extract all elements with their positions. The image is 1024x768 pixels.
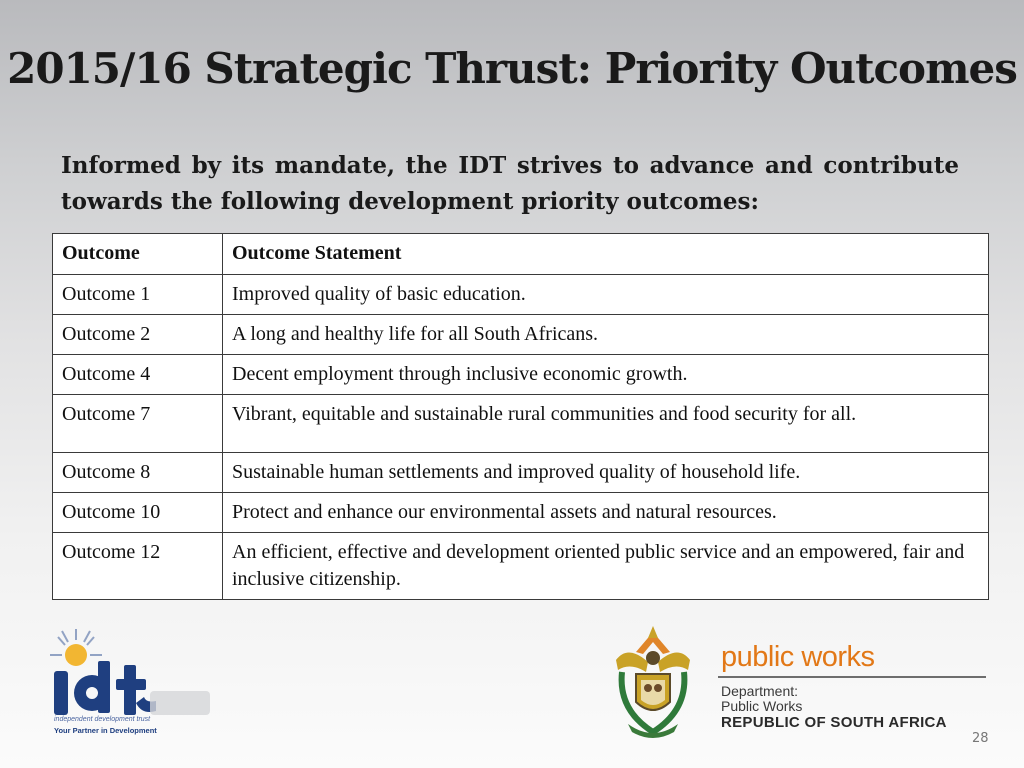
table-row xyxy=(53,395,989,453)
outcome-cell: Outcome 8 xyxy=(53,453,223,493)
header-outcome: Outcome xyxy=(53,234,223,275)
outcome-cell: Outcome 12 xyxy=(53,533,223,600)
table-row xyxy=(53,533,989,600)
svg-text:independent development trust: independent development trust xyxy=(54,716,151,723)
statement-cell: Improved quality of basic education. xyxy=(223,275,989,315)
svg-text:Your Partner in Development: Your Partner in Development xyxy=(54,726,157,735)
table-header-row xyxy=(53,234,989,275)
public-works-name: Public Works xyxy=(721,698,803,714)
page-number: 28 xyxy=(972,731,989,746)
statement-cell: Protect and enhance our environmental assets and natural resources. xyxy=(223,493,989,533)
statement-cell: Decent employment through inclusive economic growth. xyxy=(223,355,989,395)
table-row xyxy=(53,355,989,395)
statement-cell: An efficient, effective and development oriented public service and an empowered, fair and inclusive citizenship. xyxy=(223,533,989,600)
statement-cell: Sustainable human settlements and improved quality of household life. xyxy=(223,453,989,493)
outcome-cell: Outcome 4 xyxy=(53,355,223,395)
table-row xyxy=(53,453,989,493)
idt-logo xyxy=(32,625,222,740)
coat-of-arms-emblem xyxy=(608,624,698,744)
outcome-cell: Outcome 2 xyxy=(53,315,223,355)
sunburst-icon xyxy=(50,629,102,666)
table-row xyxy=(53,275,989,315)
header-outcome-statement: Outcome Statement xyxy=(223,234,989,275)
outcomes-table xyxy=(52,233,989,600)
table-row xyxy=(53,315,989,355)
public-works-title: public works xyxy=(721,641,875,673)
intro-paragraph: Informed by its mandate, the IDT strives to advance and contribute towards the following development priority outcomes: xyxy=(61,152,959,215)
outcome-cell: Outcome 10 xyxy=(53,493,223,533)
idt-wordmark xyxy=(54,661,210,715)
public-works-country: REPUBLIC OF SOUTH AFRICA xyxy=(721,714,947,731)
public-works-department: Department: xyxy=(721,683,799,699)
statement-cell: Vibrant, equitable and sustainable rural communities and food security for all. xyxy=(223,395,989,453)
public-works-divider xyxy=(718,676,986,678)
slide-title: 2015/16 Strategic Thrust: Priority Outcomes xyxy=(7,44,1017,93)
table-row xyxy=(53,493,989,533)
outcome-cell: Outcome 7 xyxy=(53,395,223,453)
outcome-cell: Outcome 1 xyxy=(53,275,223,315)
statement-cell: A long and healthy life for all South Africans. xyxy=(223,315,989,355)
